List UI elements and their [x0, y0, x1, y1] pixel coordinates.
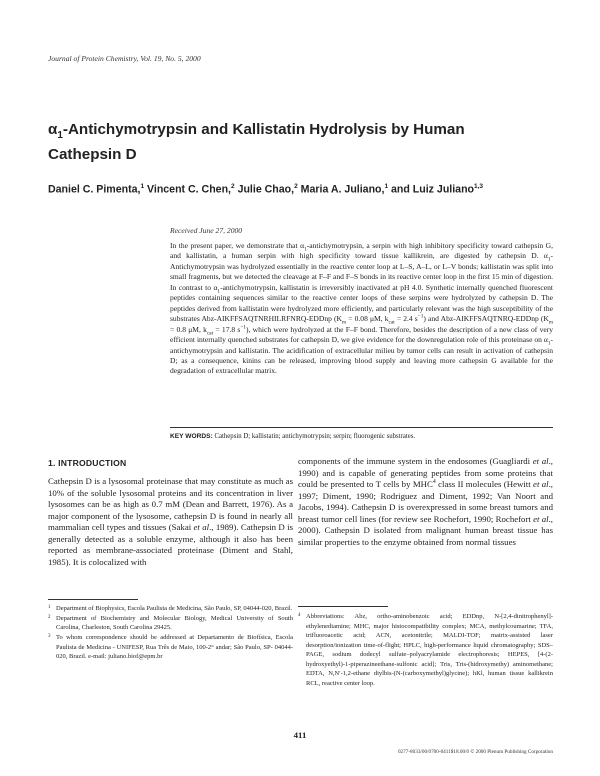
page-number: 411: [293, 730, 307, 740]
author-list: [48, 183, 568, 196]
publisher-line: 0277-8033/00/0700-0411$18.00/0 © 2000 Plenum Publishing Corporation: [397, 749, 553, 755]
footnotes-affiliations: [48, 604, 293, 662]
author-name: Vincent C. Chen,: [144, 183, 231, 196]
body-column-left: Cathepsin D is a lysosomal proteinase that may constitute as much as 10% of the soluble lysosomal proteins and its concentration in liver lysosomes can be as high as 0.7 mM (Dean and Barrett, 1976). As a major component of the lysosome, cathepsin D is found in nearly all mammalian cell types and tissues (Sakai et al., 1989). Cathepsin D is generally detected as a soluble enzyme, although it also has been reported as membrane-associated proteinase (Diment and Stahl, 1985). It is colocalized with: [48, 476, 294, 567]
footnote-divider: [298, 606, 388, 607]
keywords-text: Cathepsin D; kallistatin; antichymotrypsin; serpin; fluorogenic substrates.: [214, 433, 416, 440]
received-date: Received June 27, 2000: [170, 226, 243, 235]
footnote: 3 To whom correspondence should be addressed at Departamento de Biofísica, Escola Paulista de Medicina - UNIFESP, Rua Três de Maio, 100-2° andar; São Paulo, SP- 04044-020, Brazil. e-mail: juliano.biof@epm.br: [48, 634, 293, 661]
author-name: Maria A. Juliano,: [297, 183, 385, 196]
keywords-divider: [170, 427, 553, 428]
author-affiliation-mark: 2: [231, 183, 235, 190]
author-affiliation-mark: 2: [294, 183, 298, 190]
footnote: 2 Department of Biochemistry and Molecular Biology, Medical University of South Carolina, Charleston, South Carolina 29425.: [48, 614, 293, 632]
author-name: Julie Chao,: [234, 183, 295, 196]
author-affiliation-mark: 1: [384, 183, 389, 190]
footnote: 4 Abbreviations: Abz, ortho-aminobenzoic acid; EDDnp, N-[2,4-dinitrophenyl]-ethylenediamine; MHC, major histocompatibility complex; MCA, methylcoumarine; TFA, trifluoroacetic acid; ACN, acetonitrile; MALDI-TOF; matrix-assisted laser desorption/ionization time-of-flight; HPLC, high-performance liquid chromatography; SDS–PAGE, sodium dodecyl sulfate–polyacrylamide electrophoresis; HEPES, [4-(2-hydroxyethyl)-1-piperazineethane-sulfonic acid]; Tris, Tris-(hidroxymethy) aminomethane; EDTA, N,N′-1,2-ethane diylbis-(N-(carboxymethyl)glycine); hKl, human tissue kallikrein RCL, reactive center loop.: [298, 613, 553, 687]
journal-citation: Journal of Protein Chemistry, Vol. 19, No. 5, 2000: [48, 54, 201, 63]
author-name: and Luiz Juliano: [388, 183, 475, 196]
abstract: In the present paper, we demonstrate that $\alpha_1$-antichymotrypsin, a serpin with high inhibitory specificity toward cathepsin G, and kallistatin, a human serpin with high specificity toward tissue kallikrein, are digested by cathepsin D. $\alpha_1$-Antichymotrypsin was hydrolyzed essentially in the reactive center loop at L–S, A–L, or L–V bonds; kallistatin was split into small fragments, but we detected the cleavage at F–F and F–S bonds in its reactive center loop in the first 15 min of digestion. In contrast to $\alpha_1$-antichymotrypsin, kallistatin is irreversibly inactivated at pH 4.0. Synthetic internally quenched fluorescent peptides containing sequences similar to the reactive center loops of these serpins were hydrolyzed by cathepsin D. The peptides derived from kallistatin were hydrolyzed more efficiently, and particularly relevant was the high susceptibility of the substrates Abz-AIKFFSAQTNRHILRFNRQ-EDDnp ($K_m = 0.08$ μM, $k_{cat} = 2.4$ $s^{-1}$) and Abz-AIKFFSAQTNRQ-EDDnp ($K_m = 0.8$ μM, $k_{cat} = 17.8$ $s^{-1}$), which were hydrolyzed at the F–F bond. Therefore, besides the description of a new class of very efficient internally quenched substrates for cathepsin D, we give evidence for the downregulation role of this proteinase on $\alpha_1$-antichymotrypsin and kallistatin. The acidification of extracellular milieu by tumor cells can result in activation of cathepsin D; as a consequence, kinins can be released, improving blood supply and leaving more cathepsin G available for the degradation of extracellular matrix.: [170, 241, 553, 376]
footnote-divider: [48, 599, 138, 600]
keywords-label: KEY WORDS:: [170, 433, 213, 440]
body-column-right: components of the immune system in the endosomes (Guagliardi et al., 1990) and is capable of generating peptides from some proteins that could be presented to T cells by MHC$^4$ class II molecules (Hewitt et al., 1997; Diment, 1990; Rodriguez and Diment, 1992; Van Noort and Jacobs, 1994). Cathepsin D is overexpressed in some breast tumors and breast tumor cell lines (for review see Rochefort, 1990; Rochefort et al., 2000). Cathepsin D isolated from malignant human breast tissue has similar properties to the enzyme obtained from normal tissues: [298, 456, 554, 547]
keywords: [170, 433, 553, 440]
section-heading-introduction: 1. INTRODUCTION: [48, 458, 127, 468]
footnote: 1 Department of Biophysics, Escola Paulista de Medicina, São Paulo, SP, 04044-020, Brazil.: [48, 605, 293, 612]
author-name: Daniel C. Pimenta,: [48, 183, 141, 196]
author-affiliation-mark: 1: [140, 183, 145, 190]
paper-title: $\alpha_1$-Antichymotrypsin and Kallistatin Hydrolysis by Human Cathepsin D: [48, 121, 465, 164]
author-affiliation-mark: 1,3: [474, 183, 484, 190]
footnotes-abbreviations: [298, 612, 553, 688]
